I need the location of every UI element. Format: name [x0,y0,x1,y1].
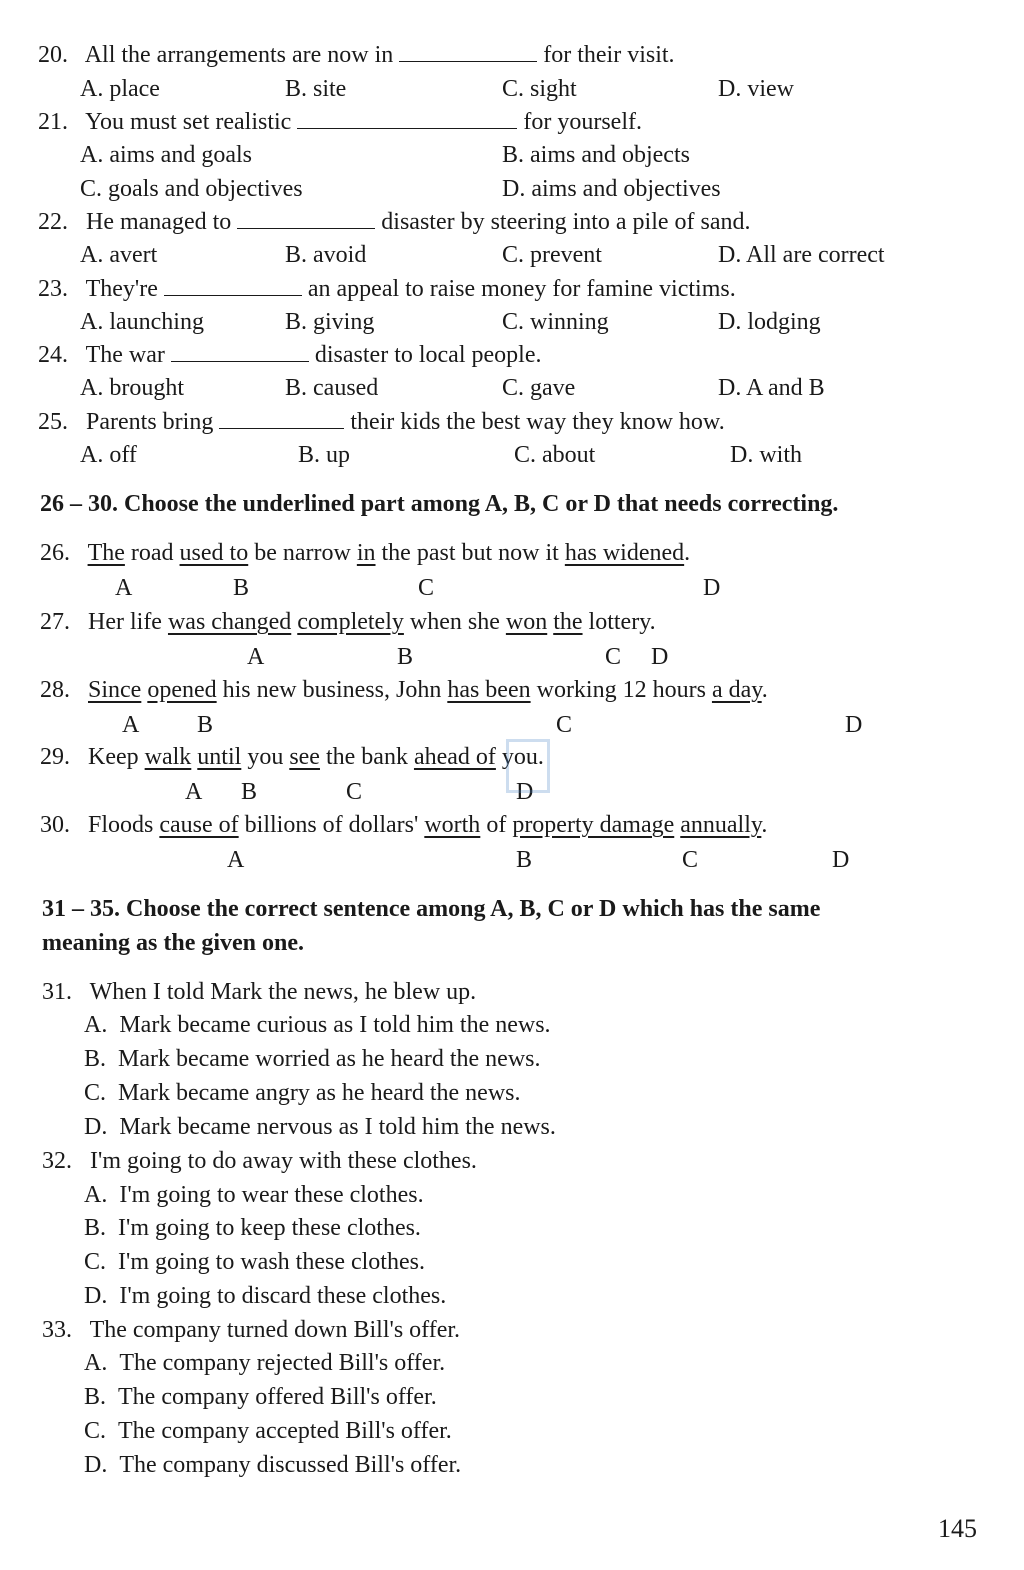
sentence-text: Her life [88,609,168,635]
question-number: 27. [40,609,70,635]
option-text: The company rejected Bill's offer. [119,1350,446,1376]
question-31 [42,980,476,1004]
option-letter: B. [84,1215,107,1241]
option-d: D. aims and objectives [502,176,721,202]
letter-b: B [397,644,414,670]
question-number: 28. [40,677,70,703]
option-text: I'm going to wash these clothes. [118,1249,425,1275]
option-a: A. off [80,442,137,468]
letter-a: A [122,712,140,738]
option-d: D. All are correct [718,242,885,268]
option-b: B. up [298,442,351,468]
option-b: B. avoid [285,242,367,268]
option-text: The company accepted Bill's offer. [118,1418,452,1444]
option-letter: D. [84,1452,108,1478]
answer-blank [297,110,517,129]
question-text: All the arrangements are now in [84,42,394,68]
option-b [84,1047,541,1071]
underlined-part-a: The [87,540,125,566]
underlined-part-c: won [505,609,548,635]
option-letter: C. [84,1080,107,1106]
question-number: 23. [38,276,68,302]
option-letter: D. [84,1283,108,1309]
question-number: 25. [38,409,68,435]
answer-blank [164,277,302,296]
question-text: The company turned down Bill's offer. [89,1317,461,1343]
question-number: 20. [38,42,68,68]
letter-d: D [516,779,534,805]
sentence-text: you. [495,744,544,770]
question-text: I'm going to do away with these clothes. [90,1148,477,1174]
question-30 [40,813,767,837]
question-27 [40,610,656,634]
question-number: 32. [42,1148,72,1174]
option-d [84,1284,446,1308]
option-c: C. about [514,442,596,468]
sentence-text: . [761,812,768,838]
answer-blank [399,43,537,62]
sentence-text: be narrow [248,540,357,566]
option-b: B. giving [285,309,375,335]
underlined-part-c: see [289,744,320,770]
sentence-text: the bank [319,744,414,770]
section-heading [42,893,820,960]
question-number: 31. [42,979,72,1005]
sentence-text: Keep [88,744,145,770]
question-number: 29. [40,744,70,770]
option-letter: A. [84,1350,108,1376]
letter-a: A [185,779,203,805]
letter-a: A [227,847,245,873]
option-d: D. lodging [718,309,821,335]
option-d [84,1115,556,1139]
watermark-book-icon [506,739,550,793]
option-c [84,1250,425,1274]
underlined-part-d: annually [680,812,762,838]
question-text: The war [85,342,165,368]
letter-a: A [247,644,265,670]
underlined-part-b: until [197,744,242,770]
option-letter: C. [84,1249,107,1275]
question-21 [38,110,642,134]
page-number: 145 [938,1514,977,1543]
option-c: C. prevent [502,242,602,268]
option-d: D. with [730,442,802,468]
option-a [84,1013,551,1037]
option-b [84,1216,421,1240]
question-33 [42,1318,460,1342]
sentence-text: the past but now it [375,540,565,566]
sentence-text: road [124,540,180,566]
sentence-text: . [761,677,768,703]
letter-c: C [556,712,573,738]
option-c: C. sight [502,76,577,102]
option-letter: A. [84,1182,108,1208]
underlined-part-d: the [553,609,583,635]
sentence-text: Floods [88,812,160,838]
question-28 [40,678,768,702]
question-number: 33. [42,1317,72,1343]
letter-b: B [241,779,258,805]
option-letter: B. [84,1046,107,1072]
question-24 [38,343,541,367]
underlined-part-a: walk [144,744,192,770]
option-c [84,1081,521,1105]
sentence-text: working 12 hours [530,677,712,703]
option-a: A. avert [80,242,158,268]
section-heading: 26 – 30. Choose the underlined part among A, B, C or D that needs correcting. [40,491,839,517]
option-c: C. goals and objectives [80,176,303,202]
question-text: their kids the best way they know how. [350,409,725,435]
answer-blank [219,410,344,429]
underlined-part-b: used to [179,540,249,566]
section-heading-line: 31 – 35. Choose the correct sentence among A, B, C or D which has the same [42,896,821,922]
question-number: 21. [38,109,68,135]
option-c [84,1419,452,1443]
question-number: 30. [40,812,70,838]
option-text: Mark became nervous as I told him the news. [119,1114,556,1140]
option-a: A. brought [80,375,184,401]
option-a [84,1183,424,1207]
question-text: When I told Mark the news, he blew up. [89,979,477,1005]
sentence-text: . [684,540,691,566]
letter-b: B [197,712,214,738]
option-text: Mark became worried as he heard the news. [118,1046,541,1072]
sentence-text: you [241,744,290,770]
option-b: B. caused [285,375,379,401]
option-letter: D. [84,1114,108,1140]
letter-c: C [346,779,363,805]
question-number: 24. [38,342,68,368]
option-b [84,1385,437,1409]
underlined-part-a: cause of [159,812,239,838]
question-22 [38,210,751,234]
underlined-part-b: completely [297,609,404,635]
question-23 [38,277,736,301]
answer-blank [237,210,375,229]
letter-c: C [418,575,435,601]
underlined-part-c: has been [447,677,531,703]
option-c: C. winning [502,309,609,335]
underlined-part-a: was changed [167,609,292,635]
question-20 [38,43,675,67]
sentence-text: of [480,812,513,838]
letter-d: D [703,575,721,601]
option-d [84,1453,461,1477]
underlined-part-a: Since [88,677,142,703]
question-text: You must set realistic [85,109,292,135]
sentence-text: when she [403,609,506,635]
sentence-text: billions of dollars' [238,812,425,838]
letter-d: D [832,847,850,873]
underlined-part-c: in [356,540,376,566]
option-letter: B. [84,1384,107,1410]
watermark-logo [410,735,620,795]
letter-a: A [115,575,133,601]
letter-d: D [845,712,863,738]
underlined-part-d: ahead of [413,744,496,770]
option-text: Mark became curious as I told him the news. [119,1012,551,1038]
option-c: C. gave [502,375,576,401]
option-letter: C. [84,1418,107,1444]
question-text: Parents bring [86,409,214,435]
option-d: D. A and B [718,375,825,401]
letter-c: C [682,847,699,873]
option-b: B. site [285,76,347,102]
answer-blank [171,343,309,362]
option-a [84,1351,445,1375]
question-text: disaster to local people. [314,342,542,368]
question-text: for yourself. [523,109,642,135]
option-a: A. launching [80,309,204,335]
option-text: I'm going to wear these clothes. [119,1182,424,1208]
question-number: 26. [40,540,70,566]
question-text: an appeal to raise money for famine victims. [307,276,736,302]
letter-b: B [516,847,533,873]
question-number: 22. [38,209,68,235]
option-b: B. aims and objects [502,142,690,168]
underlined-part-d: has widened [564,540,685,566]
option-letter: A. [84,1012,108,1038]
question-text: disaster by steering into a pile of sand. [381,209,751,235]
underlined-part-b: worth [424,812,481,838]
letter-b: B [233,575,250,601]
option-text: The company discussed Bill's offer. [119,1452,462,1478]
question-text: He managed to [86,209,232,235]
underlined-part-c: property damage [512,812,675,838]
question-25 [38,410,725,434]
letter-d: D [651,644,669,670]
option-text: Mark became angry as he heard the news. [118,1080,521,1106]
letter-c: C [605,644,622,670]
question-text: for their visit. [543,42,675,68]
option-text: The company offered Bill's offer. [118,1384,437,1410]
underlined-part-d: a day [711,677,762,703]
question-32 [42,1149,477,1173]
sentence-text: his new business, John [216,677,448,703]
option-text: I'm going to keep these clothes. [118,1215,421,1241]
question-26 [40,541,690,565]
sentence-text: lottery. [582,609,656,635]
underlined-part-b: opened [147,677,217,703]
option-a: A. aims and goals [80,142,252,168]
section-heading-line: meaning as the given one. [42,929,305,956]
question-text: They're [85,276,158,302]
option-text: I'm going to discard these clothes. [119,1283,447,1309]
option-a: A. place [80,76,160,102]
option-d: D. view [718,76,794,102]
